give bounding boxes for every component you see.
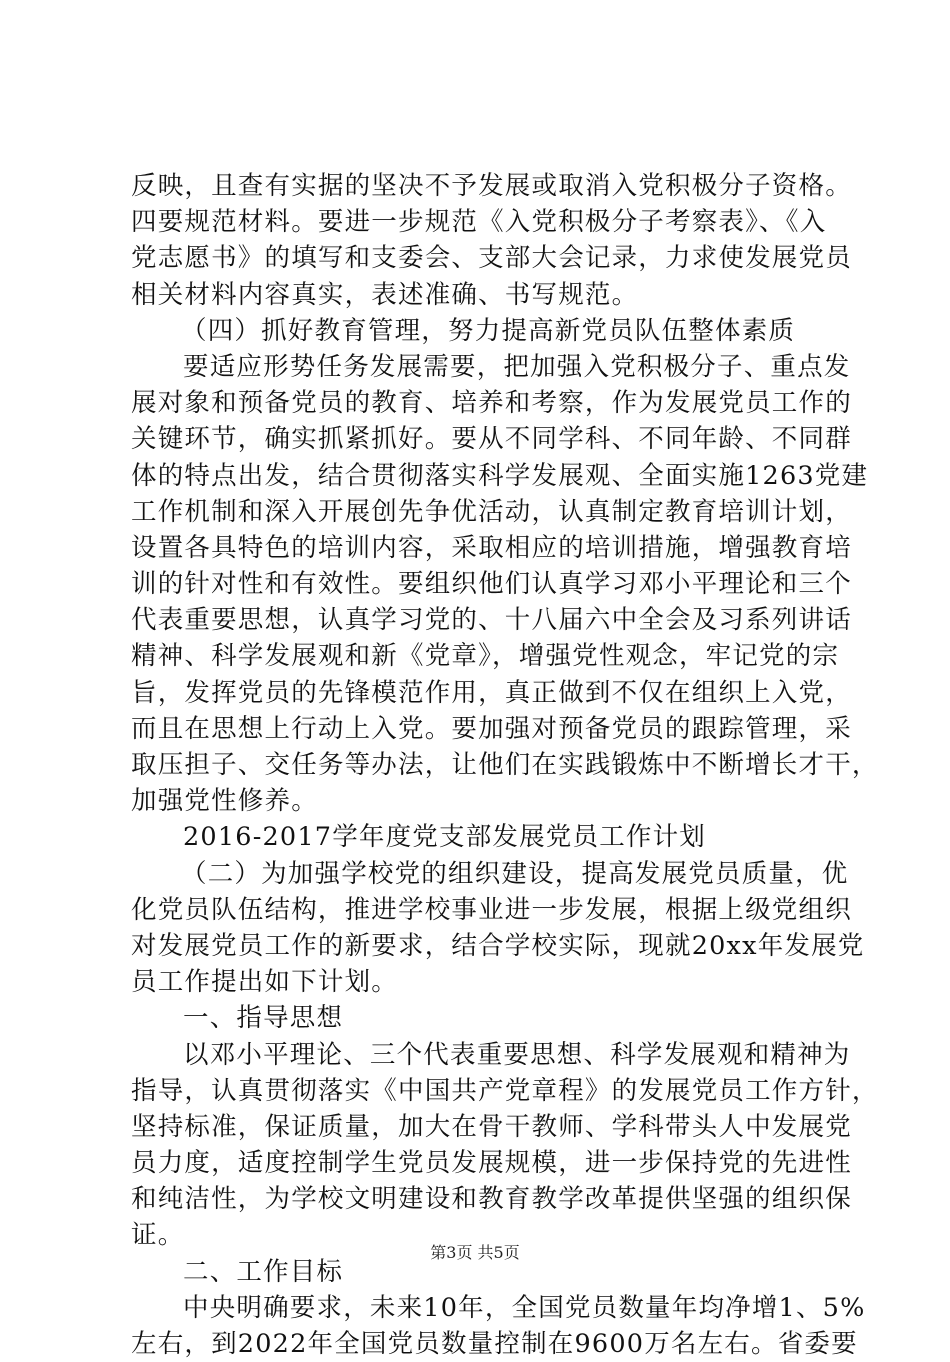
text-line: 和纯洁性，为学校文明建设和教育教学改革提供坚强的组织保 [131, 1184, 852, 1215]
text-line: （二）为加强学校党的组织建设，提高发展党员质量，优 [181, 858, 849, 889]
section-heading: 一、指导思想 [183, 1003, 344, 1034]
text-line: 体的特点出发，结合贯彻落实科学发展观、全面实施1263党建 [131, 460, 869, 491]
text-line: 训的针对性和有效性。要组织他们认真学习邓小平理论和三个 [131, 569, 852, 600]
section-heading: （四）抓好教育管理，努力提高新党员队伍整体素质 [181, 315, 796, 346]
page-number-footer: 第3页 共5页 [430, 1243, 520, 1262]
text-line: 展对象和预备党员的教育、培养和考察，作为发展党员工作的 [131, 388, 852, 419]
text-line: 员力度，适度控制学生党员发展规模，进一步保持党的先进性 [131, 1148, 852, 1179]
text-line: 精神、科学发展观和新《党章》，增强党性观念，牢记党的宗 [131, 641, 840, 672]
text-line: 旨，发挥党员的先锋模范作用，真正做到不仅在组织上入党， [131, 677, 852, 708]
text-line: 代表重要思想，认真学习党的、十八届六中全会及习系列讲话 [131, 605, 852, 636]
text-line: 党志愿书》的填写和支委会、支部大会记录，力求使发展党员 [131, 243, 852, 274]
text-line: 指导，认真贯彻落实《中国共产党章程》的发展党员工作方针， [131, 1075, 879, 1106]
text-line: 相关材料内容真实，表述准确、书写规范。 [131, 279, 639, 310]
document-title: 2016-2017学年度党支部发展党员工作计划 [183, 822, 707, 853]
text-line: 加强党性修养。 [131, 786, 318, 817]
text-line: 取压担子、交任务等办法，让他们在实践锻炼中不断增长才干， [131, 750, 879, 780]
text-line: 工作机制和深入开展创先争优活动，认真制定教育培训计划， [131, 496, 852, 527]
text-line: 四要规范材料。要进一步规范《入党积极分子考察表》、《入 [131, 207, 827, 238]
text-line: 而且在思想上行动上入党。要加强对预备党员的跟踪管理，采 [131, 713, 852, 744]
text-line: 设置各具特色的培训内容，采取相应的培训措施，增强教育培 [131, 532, 852, 563]
document-body [131, 168, 879, 1362]
text-line: 坚持标准，保证质量，加大在骨干教师、学科带头人中发展党 [131, 1111, 852, 1142]
section-heading: 二、工作目标 [183, 1256, 344, 1287]
text-line: 以邓小平理论、三个代表重要思想、科学发展观和精神为 [183, 1039, 851, 1070]
text-line: 化党员队伍结构，推进学校事业进一步发展，根据上级党组织 [131, 894, 852, 925]
text-line: 要适应形势任务发展需要，把加强入党积极分子、重点发 [183, 351, 851, 382]
text-line: 中央明确要求，未来10年，全国党员数量年均净增1、5% [183, 1292, 866, 1323]
text-line: 左右，到2022年全国党员数量控制在9600万名左右。省委要 [131, 1329, 858, 1359]
text-line: 反映，且查有实据的坚决不予发展或取消入党积极分子资格。 [131, 171, 852, 201]
text-line: 员工作提出如下计划。 [131, 967, 399, 998]
text-line: 证。 [131, 1220, 185, 1251]
text-line: 对发展党员工作的新要求，结合学校实际，现就20xx年发展党 [131, 930, 865, 961]
text-line: 关键环节，确实抓紧抓好。要从不同学科、不同年龄、不同群 [131, 424, 852, 455]
